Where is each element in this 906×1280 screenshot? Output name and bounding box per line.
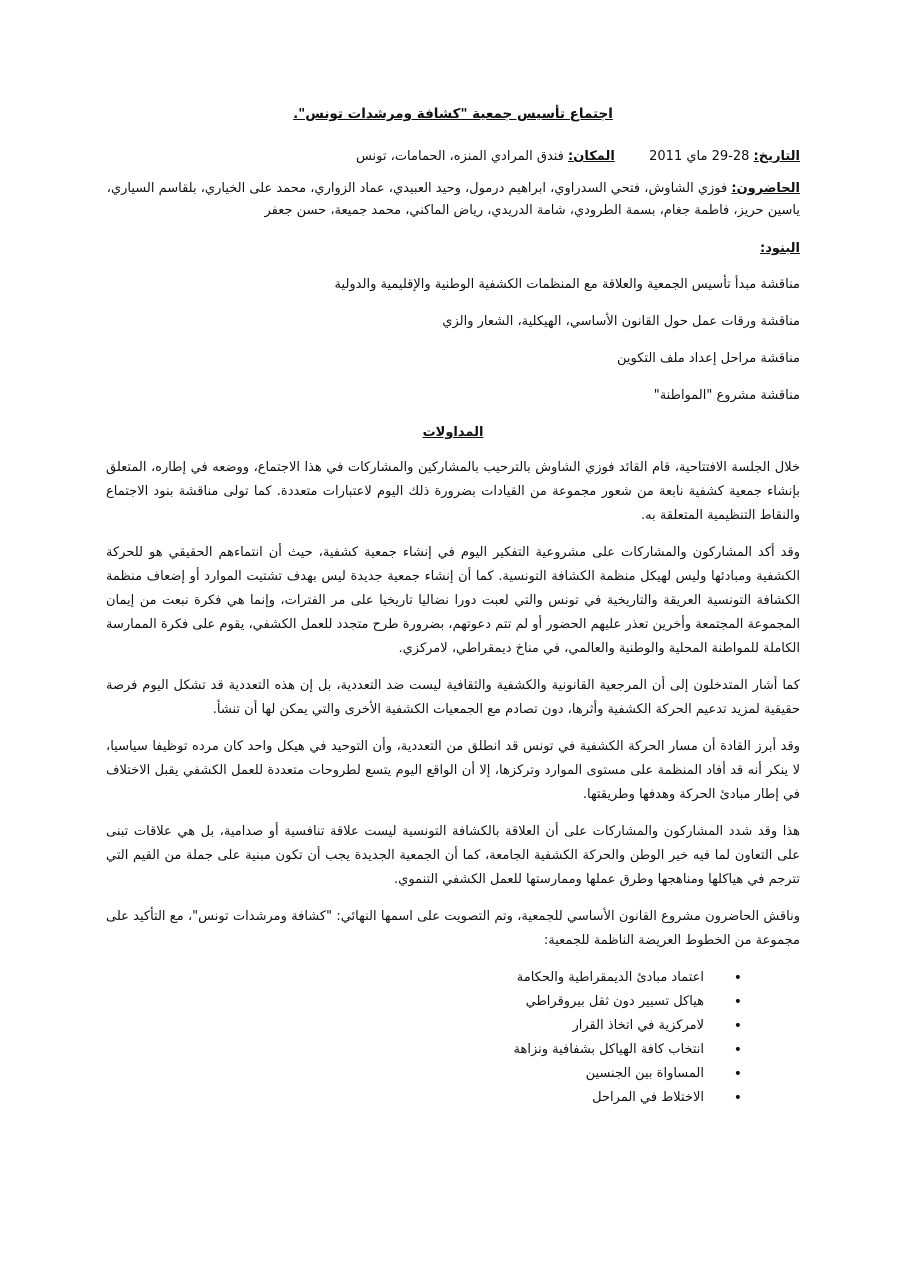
paragraph: خلال الجلسة الافتتاحية، قام القائد فوزي الشاوش بالترحيب بالمشاركين والمشاركات في هذا الاجتماع، ووضعه في إطاره، المتعلق بإنشاء جمعية كشفية نابعة من شعور مجموعة من القيادات بضرورة ذلك اليوم لاعتبارات متعددة. كما تولى مناقشة بنود الاجتماع والنقاط التنظيمية المتعلقة به. [106,460,800,523]
paragraph: وناقش الحاضرون مشروع القانون الأساسي للجمعية، وتم التصويت على اسمها النهائي: "كشافة ومرشدات تونس"، مع التأكيد على مجموعة من الخطوط العريضة الناظمة للجمعية: [106,909,800,948]
date-label: التاريخ: [753,149,800,164]
paragraph: هذا وقد شدد المشاركون والمشاركات على أن العلاقة بالكشافة التونسية ليست علاقة تنافسية أو صدامية، بل هي علاقات تبنى على التعاون لما فيه خير الوطن والحركة الكشفية الجامعة، كما أن الجمعية الجديدة يجب أن تكون مبنية على جملة من القيم التي تترجم في هياكلها ومناهجها وطرق عملها وممارستها للعمل الكشفي التنموي. [106,824,800,887]
agenda-item: مناقشة مشروع "المواطنة" [653,388,800,403]
agenda-item: مناقشة ورقات عمل حول القانون الأساسي، الهيكلية، الشعار والزي [442,314,800,329]
attendees-line [106,178,800,222]
paragraph: كما أشار المتدخلون إلى أن المرجعية القانونية والكشفية والثقافية ليست ضد التعددية، بل إن هذه التعددية قد تشكل اليوم فرصة حقيقية لمزيد تدعيم الحركة الكشفية وأثرها، دون تصادم مع الجمعيات الكشفية الأخرى والتي يمكن لها أن تنشأ. [106,678,800,717]
list-item: • المساواة بين الجنسين [106,1062,742,1086]
list-item: • اعتماد مبادئ الديمقراطية والحكامة [106,966,742,990]
list-item: • الاختلاط في المراحل [106,1086,742,1110]
paragraph: وقد أكد المشاركون والمشاركات على مشروعية التفكير اليوم في إنشاء جمعية كشفية، حيث أن انتماءهم الحقيقي هو للحركة الكشفية ومبادئها وليس لهيكل منظمة الكشافة التونسية. كما أن إنشاء جمعية جديدة ليس بهدف تشتيت الموارد أو إضعاف منظمة الكشافة التونسية العريقة والتاريخية في تونس والتي لعبت دورا نضاليا تاريخيا على مر الفترات، وإنما هي فكرة نبعت من إيمان المجموعة المجتمعة وأخرين تعذر عليهم الحضور أو لم تتم دعوتهم، بضرورة طرح متجدد للعمل الكشفي، يقوم على فكرة الممارسة الكاملة للمواطنة المحلية والوطنية والعالمي، في مناخ ديمقراطي، لامركزي. [106,545,800,656]
attendees-label: الحاضرون: [731,181,800,196]
place-label: المكان: [568,149,615,164]
deliberations-heading: المداولات [422,425,484,440]
date-place-line [106,146,800,168]
list-item: • لامركزية في اتخاذ القرار [106,1014,742,1038]
paragraph: وقد أبرز القادة أن مسار الحركة الكشفية في تونس قد انطلق من التعددية، وأن التوحيد في هيكل واحد كان مرده توظيفا سياسيا، لا ينكر أنه قد أفاد المنظمة على مستوى الموارد وتركزها، إلا أن الواقع اليوم يتسع لطروحات متعددة للعمل الكشفي يقبل الاختلاف في إطار مبادئ الحركة وهدفها وطريقتها. [106,739,800,802]
attendees-value: فوزي الشاوش، فتحي السدراوي، ابراهيم درمول، وحيد العبيدي، عماد الزواري، محمد على الخياري، بلقاسم السياري، ياسين حريز، فاطمة جغام، بسمة الطرودي، شامة الدريدي، رياض الماكني، محمد جميعة، حسن جعفر [106,181,800,218]
agenda-item: مناقشة مراحل إعداد ملف التكوين [616,351,800,366]
agenda-item: مناقشة مبدأ تأسيس الجمعية والعلاقة مع المنظمات الكشفية الوطنية والإقليمية والدولية [334,277,800,292]
document-body [106,104,800,1110]
list-item: • هياكل تسيير دون ثقل بيروقراطي [106,990,742,1014]
agenda-heading: البنود: [760,241,800,256]
list-item: • انتخاب كافة الهياكل بشفافية ونزاهة [106,1038,742,1062]
date-value: 28-29 ماي 2011 [649,149,750,164]
place-value: فندق المرادي المنزه، الحمامات، تونس [355,149,564,164]
principles-list [106,966,742,1110]
document-title: اجتماع تأسيس جمعية "كشافة ومرشدات تونس". [293,106,613,122]
